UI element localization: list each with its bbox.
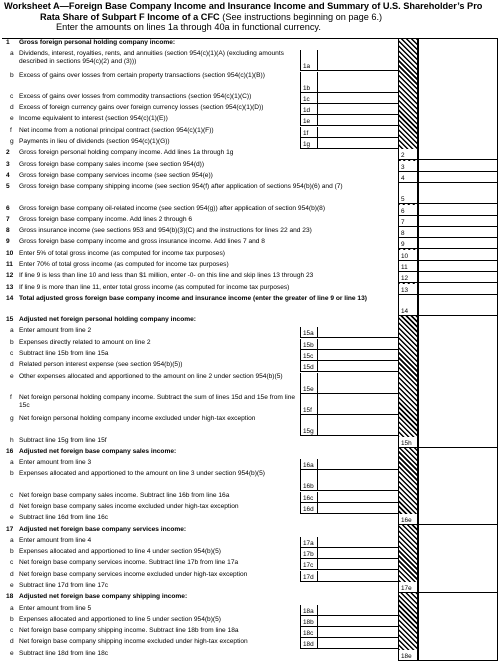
worksheet-row <box>2 627 498 638</box>
total-amount-field[interactable] <box>419 284 497 295</box>
line-description: Enter amount from line 4 <box>19 537 92 544</box>
worksheet-row <box>2 295 498 316</box>
amount-entry-field[interactable] <box>318 638 398 649</box>
sub-line-letter: d <box>10 361 14 368</box>
worksheet-row <box>2 127 498 138</box>
empty-total-cell <box>419 394 497 414</box>
empty-total-cell <box>419 593 497 603</box>
total-box-label: 6 <box>398 205 418 216</box>
amount-entry-field[interactable] <box>318 327 398 338</box>
line-description: Excess of gains over losses from certain property transactions (section 954(c)(1)(B)) <box>19 72 265 79</box>
line-description: Net foreign base company sales income excluded under high-tax exception <box>19 503 239 510</box>
line-description: Other expenses allocated and apportioned to the amount on line 2 under section 954(b)(5) <box>19 373 283 380</box>
amount-entry-field[interactable] <box>318 571 398 582</box>
total-amount-field[interactable] <box>419 216 497 227</box>
line-box-label: 15c <box>300 350 318 361</box>
sub-line-letter: d <box>10 638 14 645</box>
worksheet-row <box>2 361 498 372</box>
worksheet-row <box>2 93 498 104</box>
worksheet-row <box>2 138 498 149</box>
worksheet-row <box>2 492 498 503</box>
line-box-label: 18b <box>300 616 318 627</box>
line-description: Enter amount from line 3 <box>19 459 92 466</box>
line-number: 1 <box>6 39 10 46</box>
line-description: Net foreign base company shipping income. Subtract line 18b from line 18a <box>19 627 239 634</box>
total-box-label: 13 <box>398 284 418 295</box>
empty-total-cell <box>419 104 497 114</box>
total-amount-field[interactable] <box>419 272 497 283</box>
line-description: Enter 5% of total gross income (as computed for income tax purposes) <box>19 250 225 257</box>
sub-line-letter: a <box>10 459 14 466</box>
amount-entry-field[interactable] <box>318 627 398 638</box>
line-box-label: 18a <box>300 605 318 616</box>
empty-total-cell <box>419 459 497 469</box>
worksheet-row <box>2 161 498 172</box>
line-number: 17 <box>6 526 14 533</box>
worksheet-row <box>2 514 498 525</box>
empty-total-cell <box>419 470 497 490</box>
worksheet-row <box>2 437 498 448</box>
sub-line-letter: d <box>10 571 14 578</box>
line-description: Adjusted net foreign base company shipping income: <box>19 593 188 600</box>
empty-total-cell <box>419 638 497 648</box>
sub-line-letter: h <box>10 437 14 444</box>
sub-line-letter: b <box>10 72 14 79</box>
total-box-label: 10 <box>398 250 418 261</box>
empty-total-cell <box>419 526 497 536</box>
line-box-label: 15g <box>300 415 318 436</box>
line-description: Enter amount from line 5 <box>19 605 92 612</box>
line-box-label: 15a <box>300 327 318 338</box>
sub-line-letter: f <box>10 127 12 134</box>
amount-entry-field[interactable] <box>318 492 398 503</box>
line-description: Net foreign base company sales income. Subtract line 16b from line 16a <box>19 492 230 499</box>
worksheet-instruction: Enter the amounts on lines 1a through 40a in functional currency. <box>56 22 321 32</box>
line-description: Net foreign personal holding company income. Subtract the sum of lines 15d and 15e from line 15c <box>19 394 295 409</box>
total-box-label: 3 <box>398 161 418 172</box>
worksheet-row <box>2 593 498 604</box>
worksheet-row <box>2 227 498 238</box>
worksheet-row <box>2 115 498 126</box>
total-amount-field[interactable] <box>419 205 497 216</box>
line-description: Income equivalent to interest (section 954(c)(1)(E)) <box>19 115 168 122</box>
line-description: Expenses allocated and apportioned to line 4 under section 954(b)(5) <box>19 548 221 555</box>
worksheet-row <box>2 582 498 593</box>
total-box-label: 11 <box>398 261 418 272</box>
line-description: Subtract line 17d from line 17c <box>19 582 109 589</box>
sub-line-letter: f <box>10 394 12 401</box>
total-amount-field[interactable] <box>419 161 497 172</box>
line-description: Net income from a notional principal contract (section 954(c)(1)(F)) <box>19 127 214 134</box>
empty-total-cell <box>419 503 497 513</box>
total-box-label: 7 <box>398 216 418 227</box>
line-box-label: 15b <box>300 339 318 350</box>
empty-total-cell <box>419 327 497 337</box>
total-box-label: 2 <box>398 149 418 160</box>
total-amount-field[interactable] <box>419 149 497 160</box>
empty-total-cell <box>419 72 497 92</box>
line-box-label: 1g <box>300 138 318 149</box>
line-number: 6 <box>6 205 10 212</box>
total-box-label: 12 <box>398 272 418 283</box>
total-box-label: 18e <box>398 650 418 661</box>
total-box-label: 16e <box>398 514 418 525</box>
line-description: Excess of gains over losses from commodity transactions (section 954(c)(1)(C)) <box>19 93 252 100</box>
amount-entry-field[interactable] <box>318 93 398 104</box>
line-box-label: 17d <box>300 571 318 582</box>
sub-line-letter: a <box>10 605 14 612</box>
line-description: Adjusted net foreign base company sales income: <box>19 448 177 455</box>
line-number: 4 <box>6 172 10 179</box>
empty-total-cell <box>419 559 497 569</box>
line-description: Total adjusted gross foreign base company income and insurance income (enter the greater of line 9 or line 13) <box>19 295 367 302</box>
worksheet-row <box>2 272 498 283</box>
amount-entry-field[interactable] <box>318 470 398 491</box>
line-number: 9 <box>6 238 10 245</box>
amount-entry-field[interactable] <box>318 415 398 436</box>
line-box-label: 17a <box>300 537 318 548</box>
line-description: Gross foreign base company sales income (see section 954(d)) <box>19 161 205 168</box>
line-description: Gross insurance income (see sections 953 and 954(b)(3)(C) and the instructions for lines 22 and 23) <box>19 227 312 234</box>
line-description: If line 9 is less than line 10 and less than $1 million, enter -0- on this line and skip lines 13 through 23 <box>19 272 314 279</box>
total-amount-field[interactable] <box>419 250 497 261</box>
line-box-label: 18d <box>300 638 318 649</box>
amount-entry-field[interactable] <box>318 459 398 470</box>
total-box-label: 5 <box>398 183 418 204</box>
line-number: 8 <box>6 227 10 234</box>
total-amount-field[interactable] <box>419 295 497 316</box>
empty-total-cell <box>419 361 497 371</box>
total-box-label: 15h <box>398 437 418 448</box>
worksheet-row <box>2 284 498 295</box>
worksheet-row <box>2 261 498 272</box>
line-description: Subtract line 15g from line 15f <box>19 437 107 444</box>
sub-line-letter: e <box>10 373 14 380</box>
sub-line-letter: d <box>10 104 14 111</box>
total-amount-field[interactable] <box>419 227 497 238</box>
sub-line-letter: g <box>10 138 14 145</box>
worksheet-row <box>2 559 498 570</box>
line-box-label: 1b <box>300 72 318 93</box>
line-description: Gross foreign base company income and gross insurance income. Add lines 7 and 8 <box>19 238 265 245</box>
amount-entry-field[interactable] <box>318 350 398 361</box>
worksheet-row <box>2 616 498 627</box>
amount-entry-field[interactable] <box>318 339 398 350</box>
line-number: 14 <box>6 295 14 302</box>
worksheet-row <box>2 373 498 394</box>
empty-total-cell <box>419 115 497 125</box>
worksheet-row <box>2 149 498 160</box>
amount-entry-field[interactable] <box>318 503 398 514</box>
line-description: Gross foreign base company shipping income (see section 954(f) after application of sections 954(b)(6) and (7) <box>19 183 343 190</box>
worksheet-row <box>2 172 498 183</box>
line-number: 12 <box>6 272 14 279</box>
sub-line-letter: e <box>10 650 14 657</box>
line-description: Excess of foreign currency gains over foreign currency losses (section 954(c)(1)(D)) <box>19 104 264 111</box>
worksheet-row <box>2 503 498 514</box>
total-amount-field[interactable] <box>419 650 497 661</box>
amount-entry-field[interactable] <box>318 537 398 548</box>
empty-total-cell <box>419 616 497 626</box>
amount-entry-field[interactable] <box>318 104 398 115</box>
total-amount-field[interactable] <box>419 582 497 593</box>
line-box-label: 16a <box>300 459 318 470</box>
empty-total-cell <box>419 571 497 581</box>
line-description: Subtract line 18d from line 18c <box>19 650 109 657</box>
total-box-label: 9 <box>398 238 418 249</box>
sub-line-letter: e <box>10 115 14 122</box>
line-description: Gross foreign base company oil-related income (see section 954(g)) after application of section 954(b)(8) <box>19 205 326 212</box>
worksheet-row <box>2 650 498 661</box>
line-description: Expenses allocated and apportioned to the amount on line 3 under section 954(b)(5) <box>19 470 265 477</box>
line-description: Gross foreign personal holding company income: <box>19 39 176 46</box>
worksheet-row <box>2 72 498 93</box>
line-number: 18 <box>6 593 14 600</box>
worksheet-title: Worksheet A—Foreign Base Company Income and Insurance Income and Summary of U.S. Shareholder’s Pro <box>4 1 483 11</box>
line-box-label: 17c <box>300 559 318 570</box>
empty-total-cell <box>419 448 497 458</box>
line-description: Enter 70% of total gross income (as computed for income tax purposes) <box>19 261 229 268</box>
line-description: Expenses directly related to amount on line 2 <box>19 339 151 346</box>
empty-total-cell <box>419 415 497 435</box>
sub-line-letter: c <box>10 627 14 634</box>
empty-total-cell <box>419 548 497 558</box>
line-number: 7 <box>6 216 10 223</box>
line-number: 2 <box>6 149 10 156</box>
worksheet-header <box>2 0 498 38</box>
worksheet-row <box>2 394 498 415</box>
amount-entry-field[interactable] <box>318 373 398 394</box>
worksheet-row <box>2 605 498 616</box>
line-box-label: 16b <box>300 470 318 491</box>
empty-total-cell <box>419 127 497 137</box>
line-box-label: 15e <box>300 373 318 394</box>
line-description: Adjusted net foreign personal holding company income: <box>19 316 196 323</box>
total-box-label: 14 <box>398 295 418 316</box>
total-amount-field[interactable] <box>419 238 497 249</box>
line-description: Dividends, interest, royalties, rents, and annuities (section 954(c)(1)(A) (excluding amounts described in sections 954(c)(2) and (3))) <box>19 50 284 65</box>
line-description: Related person interest expense (see section 954(b)(5)) <box>19 361 183 368</box>
line-box-label: 15f <box>300 394 318 415</box>
line-description: Net foreign base company services income excluded under high-tax exception <box>19 571 248 578</box>
sub-line-letter: g <box>10 415 14 422</box>
sub-line-letter: c <box>10 559 14 566</box>
line-description: Enter amount from line 2 <box>19 327 92 334</box>
line-description: Gross foreign base company services income (see section 954(e)) <box>19 172 213 179</box>
sub-line-letter: c <box>10 350 14 357</box>
worksheet-row <box>2 250 498 261</box>
amount-entry-field[interactable] <box>318 394 398 415</box>
line-number: 5 <box>6 183 10 190</box>
line-box-label: 17b <box>300 548 318 559</box>
worksheet-row <box>2 216 498 227</box>
worksheet-row <box>2 638 498 649</box>
total-amount-field[interactable] <box>419 172 497 183</box>
total-box-label: 17e <box>398 582 418 593</box>
line-description: Payments in lieu of dividends (section 954(c)(1)(G)) <box>19 138 170 145</box>
worksheet-row <box>2 470 498 491</box>
amount-entry-field[interactable] <box>318 559 398 570</box>
line-number: 16 <box>6 448 14 455</box>
empty-total-cell <box>419 316 497 326</box>
worksheet-row <box>2 448 498 459</box>
line-description: If line 9 is more than line 11, enter total gross income (as computed for income tax purposes) <box>19 284 290 291</box>
sub-line-letter: b <box>10 548 14 555</box>
total-box-label: 4 <box>398 172 418 183</box>
sub-line-letter: b <box>10 616 14 623</box>
sub-line-letter: c <box>10 492 14 499</box>
amount-entry-field[interactable] <box>318 548 398 559</box>
line-box-label: 1e <box>300 115 318 126</box>
sub-line-letter: c <box>10 93 14 100</box>
line-box-label: 1a <box>300 50 318 71</box>
empty-total-cell <box>419 93 497 103</box>
worksheet-row <box>2 571 498 582</box>
line-box-label: 16c <box>300 492 318 503</box>
worksheet-row <box>2 327 498 338</box>
amount-entry-field[interactable] <box>318 138 398 149</box>
sub-line-letter: a <box>10 50 14 57</box>
line-box-label: 1d <box>300 104 318 115</box>
line-description: Gross foreign base company income. Add lines 2 through 6 <box>19 216 193 223</box>
empty-total-cell <box>419 39 497 49</box>
worksheet-row <box>2 537 498 548</box>
worksheet-row <box>2 50 498 71</box>
subtitle-bold: Rata Share of Subpart F Income of a CFC <box>40 11 220 22</box>
line-description: Subtract line 16d from line 16c <box>19 514 109 521</box>
line-description: Net foreign base company shipping income excluded under high-tax exception <box>19 638 248 645</box>
worksheet-row <box>2 526 498 537</box>
line-description: Subtract line 15b from line 15a <box>19 350 109 357</box>
worksheet-row <box>2 39 498 50</box>
sub-line-letter: b <box>10 339 14 346</box>
amount-entry-field[interactable] <box>318 361 398 372</box>
worksheet-a-form <box>2 0 498 661</box>
line-box-label: 1c <box>300 93 318 104</box>
worksheet-lines <box>2 38 498 661</box>
empty-total-cell <box>419 350 497 360</box>
total-box-label: 8 <box>398 227 418 238</box>
amount-entry-field[interactable] <box>318 127 398 138</box>
total-amount-field[interactable] <box>419 183 497 204</box>
line-number: 11 <box>6 261 13 268</box>
worksheet-row <box>2 548 498 559</box>
line-number: 3 <box>6 161 10 168</box>
amount-entry-field[interactable] <box>318 115 398 126</box>
empty-total-cell <box>419 492 497 502</box>
worksheet-row <box>2 183 498 204</box>
total-amount-field[interactable] <box>419 437 497 448</box>
empty-total-cell <box>419 138 497 148</box>
empty-total-cell <box>419 537 497 547</box>
line-number: 10 <box>6 250 14 257</box>
worksheet-subtitle <box>4 12 498 23</box>
line-box-label: 16d <box>300 503 318 514</box>
amount-entry-field[interactable] <box>318 616 398 627</box>
line-box-label: 15d <box>300 361 318 372</box>
line-description: Net foreign base company services income. Subtract line 17b from line 17a <box>19 559 239 566</box>
sub-line-letter: b <box>10 470 14 477</box>
amount-entry-field[interactable] <box>318 72 398 93</box>
worksheet-row <box>2 104 498 115</box>
line-number: 15 <box>6 316 14 323</box>
total-amount-field[interactable] <box>419 261 497 272</box>
empty-total-cell <box>419 605 497 615</box>
empty-total-cell <box>419 627 497 637</box>
empty-total-cell <box>419 373 497 393</box>
empty-total-cell <box>419 339 497 349</box>
empty-total-cell <box>419 50 497 70</box>
worksheet-row <box>2 205 498 216</box>
line-description: Gross foreign personal holding company income. Add lines 1a through 1g <box>19 149 234 156</box>
line-box-label: 18c <box>300 627 318 638</box>
worksheet-row <box>2 238 498 249</box>
worksheet-row <box>2 459 498 470</box>
sub-line-letter: a <box>10 537 14 544</box>
sub-line-letter: e <box>10 582 14 589</box>
amount-entry-field[interactable] <box>318 50 398 71</box>
subtitle-note: (See instructions beginning on page 6.) <box>219 11 383 22</box>
sub-line-letter: d <box>10 503 14 510</box>
sub-line-letter: a <box>10 327 14 334</box>
worksheet-row <box>2 415 498 436</box>
total-amount-field[interactable] <box>419 514 497 525</box>
worksheet-row <box>2 339 498 350</box>
line-box-label: 1f <box>300 127 318 138</box>
amount-entry-field[interactable] <box>318 605 398 616</box>
line-number: 13 <box>6 284 14 291</box>
worksheet-row <box>2 350 498 361</box>
line-description: Adjusted net foreign base company services income: <box>19 526 187 533</box>
worksheet-row <box>2 316 498 327</box>
sub-line-letter: e <box>10 514 14 521</box>
line-description: Expenses allocated and apportioned to line 5 under section 954(b)(5) <box>19 616 221 623</box>
line-description: Net foreign personal holding company income excluded under high-tax exception <box>19 415 256 422</box>
